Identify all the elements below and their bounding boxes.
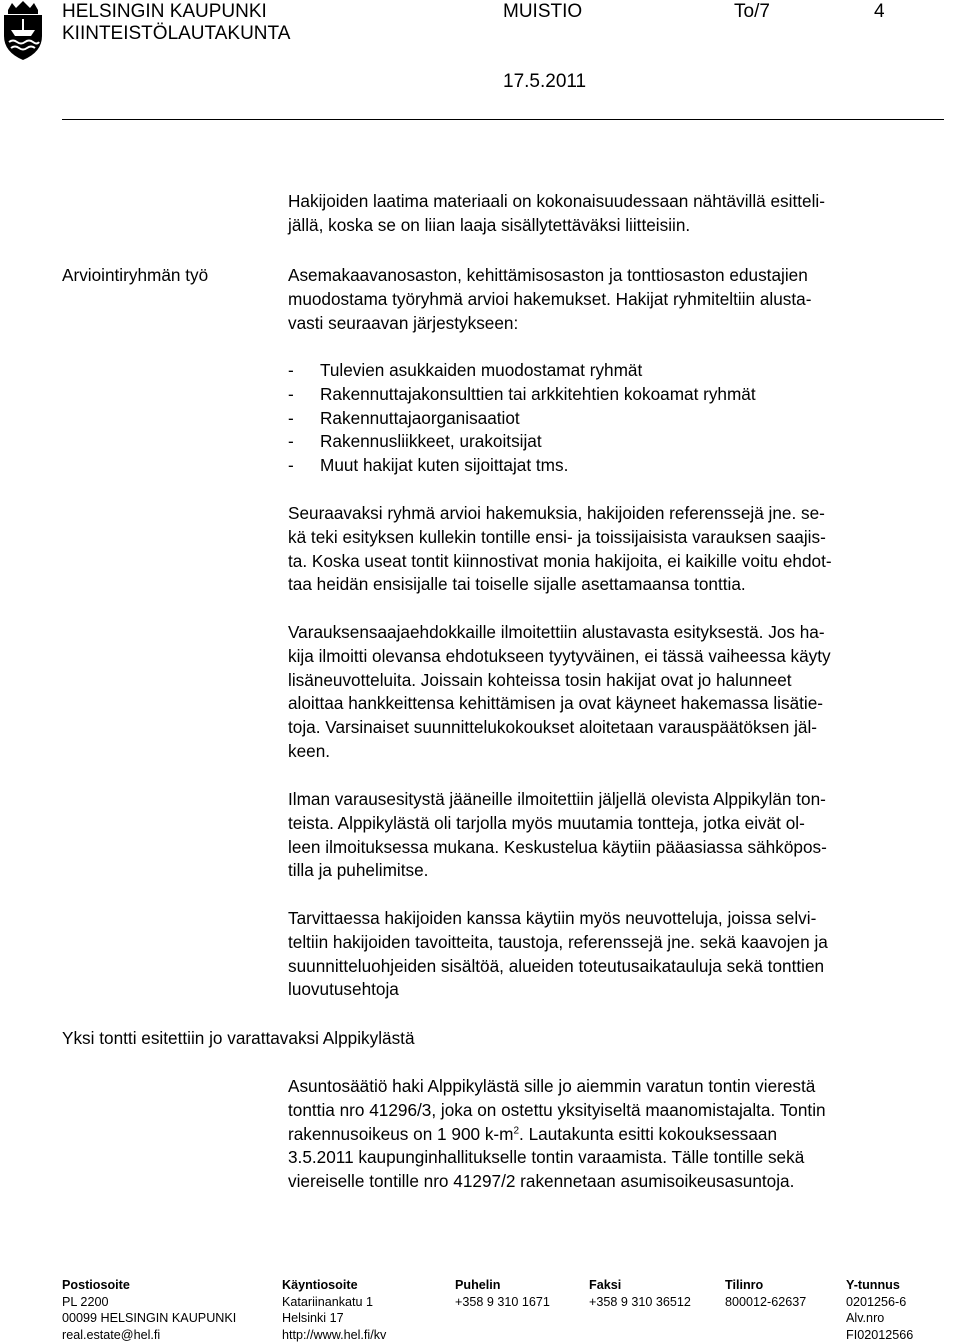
list-dash: -	[288, 407, 294, 431]
text-line: viereiselle tontille nro 41297/2 rakennetaan asumisoikeusasuntoja.	[288, 1170, 826, 1194]
footer-label: Faksi	[589, 1277, 691, 1294]
footer-label: Postiosoite	[62, 1277, 236, 1294]
intro-paragraph	[288, 190, 825, 238]
text-line: Ilman varausesitystä jääneille ilmoitettiin jäljellä olevista Alppikylän ton-	[288, 788, 827, 812]
header-org	[62, 1, 290, 45]
list-dash: -	[288, 454, 294, 478]
list-item	[288, 430, 756, 454]
list-item-text: Rakennusliikkeet, urakoitsijat	[320, 431, 542, 451]
footer-visiting-address	[282, 1277, 386, 1343]
footer-value: Helsinki 17	[282, 1310, 386, 1327]
footer-label: Tilinro	[725, 1277, 806, 1294]
text-line: teista. Alppikylästä oli tarjolla myös muutamia tontteja, jotka eivät ol-	[288, 812, 827, 836]
list-item-text: Muut hakijat kuten sijoittajat tms.	[320, 455, 568, 475]
header-divider	[62, 119, 944, 120]
doc-date: 17.5.2011	[503, 71, 586, 93]
text-line: kija ilmoitti olevansa ehdotukseen tyytyväinen, ei tässä vaiheessa käyty	[288, 645, 831, 669]
list-item	[288, 383, 756, 407]
text-line: suunnitteluohjeiden sisältöä, alueiden toteutusaikatauluja sekä tonttien	[288, 955, 828, 979]
applicant-group-list	[288, 359, 756, 478]
footer-label: Puhelin	[455, 1277, 550, 1294]
page-number: 4	[874, 1, 885, 23]
list-item-text: Rakennuttajakonsulttien tai arkkitehtien kokoamat ryhmät	[320, 384, 756, 404]
footer-label: Y-tunnus	[846, 1277, 913, 1294]
list-item	[288, 407, 756, 431]
text-line: aloittaa hankkeittensa kehittämisen ja ovat käyneet hakemassa lisätie-	[288, 692, 831, 716]
footer-website: http://www.hel.fi/kv	[282, 1327, 386, 1343]
footer-email: real.estate@hel.fi	[62, 1327, 236, 1343]
org-name: HELSINGIN KAUPUNKI	[62, 1, 290, 23]
list-dash: -	[288, 359, 294, 383]
text-line: ta. Koska useat tontit kiinnostivat monia hakijoita, ei kaikille voitu ehdot-	[288, 550, 832, 574]
doc-type: MUISTIO	[503, 1, 582, 23]
footer-value: +358 9 310 1671	[455, 1294, 550, 1311]
list-item	[288, 359, 756, 383]
doc-reference: To/7	[734, 1, 770, 23]
text-line: lisäneuvotteluita. Joissain kohteissa tosin hakijat ovat jo halunneet	[288, 669, 831, 693]
footer-phone	[455, 1277, 550, 1310]
text-fragment: rakennusoikeus on 1 900 k-m	[288, 1124, 513, 1144]
paragraph-negotiations	[288, 907, 828, 1002]
list-dash: -	[288, 430, 294, 454]
footer-postal-address	[62, 1277, 236, 1343]
text-line: Tarvittaessa hakijoiden kanssa käytiin myös neuvotteluja, joissa selvi-	[288, 907, 828, 931]
helsinki-coat-of-arms-icon	[0, 0, 46, 62]
list-item	[288, 454, 756, 478]
text-line: jällä, koska se on liian laaja sisällytettäväksi liitteisiin.	[288, 214, 825, 238]
footer-fax	[589, 1277, 691, 1310]
footer-value: 0201256-6	[846, 1294, 913, 1311]
superscript: 2	[513, 1125, 519, 1136]
paragraph-working-group	[288, 264, 811, 335]
footer-value: Katariinankatu 1	[282, 1294, 386, 1311]
paragraph-alppikyla-plot	[288, 1075, 826, 1194]
footer-value: FI02012566	[846, 1327, 913, 1343]
footer-label: Käyntiosoite	[282, 1277, 386, 1294]
section-heading: Yksi tontti esitettiin jo varattavaksi Alppikylästä	[62, 1027, 415, 1051]
paragraph-remaining-plots	[288, 788, 827, 883]
text-line: Varauksensaajaehdokkaille ilmoitettiin alustavasta esityksestä. Jos ha-	[288, 621, 831, 645]
text-line: Asuntosäätiö haki Alppikylästä sille jo aiemmin varatun tontin vierestä	[288, 1075, 826, 1099]
text-line: tonttia nro 41296/3, joka on ostettu yksityiseltä maanomistajalta. Tontin	[288, 1099, 826, 1123]
text-line: Asemakaavanosaston, kehittämisosaston ja tonttiosaston edustajien	[288, 264, 811, 288]
text-line: teltiin hakijoiden tavoitteita, taustoja, referenssejä jne. sekä kaavojen ja	[288, 931, 828, 955]
footer-value: Alv.nro	[846, 1310, 913, 1327]
text-line: toja. Varsinaiset suunnittelukokoukset aloitetaan varauspäätöksen jäl-	[288, 716, 831, 740]
footer-value: PL 2200	[62, 1294, 236, 1311]
text-line: taa heidän ensisijalle tai toiselle sijalle asettamaansa tonttia.	[288, 573, 832, 597]
text-line: leen ilmoituksessa mukana. Keskustelua käytiin pääasiassa sähköpos-	[288, 836, 827, 860]
paragraph-notification	[288, 621, 831, 764]
text-fragment: . Lautakunta esitti kokouksessaan	[519, 1124, 777, 1144]
text-line: keen.	[288, 740, 831, 764]
text-line	[288, 1123, 826, 1147]
footer-value: +358 9 310 36512	[589, 1294, 691, 1311]
footer-value: 800012-62637	[725, 1294, 806, 1311]
text-line: tilla ja puhelimitse.	[288, 859, 827, 883]
board-name: KIINTEISTÖLAUTAKUNTA	[62, 23, 290, 45]
list-dash: -	[288, 383, 294, 407]
text-line: luovutusehtoja	[288, 978, 828, 1002]
footer-account	[725, 1277, 806, 1310]
text-line: Hakijoiden laatima materiaali on kokonaisuudessaan nähtävillä esitteli-	[288, 190, 825, 214]
text-line: vasti seuraavan järjestykseen:	[288, 312, 811, 336]
paragraph-evaluation	[288, 502, 832, 597]
footer-value: 00099 HELSINGIN KAUPUNKI	[62, 1310, 236, 1327]
footer-business-id	[846, 1277, 913, 1343]
text-line: Seuraavaksi ryhmä arvioi hakemuksia, hakijoiden referenssejä jne. se-	[288, 502, 832, 526]
text-line: 3.5.2011 kaupunginhallitukselle tontin varaamista. Tälle tontille sekä	[288, 1146, 826, 1170]
text-line: muodostama työryhmä arvioi hakemukset. Hakijat ryhmiteltiin alusta-	[288, 288, 811, 312]
text-line: kä teki esityksen kullekin tontille ensi- ja toissijaisista varauksen saajis-	[288, 526, 832, 550]
list-item-text: Rakennuttajaorganisaatiot	[320, 408, 520, 428]
list-item-text: Tulevien asukkaiden muodostamat ryhmät	[320, 360, 642, 380]
side-heading: Arviointiryhmän työ	[62, 264, 208, 288]
